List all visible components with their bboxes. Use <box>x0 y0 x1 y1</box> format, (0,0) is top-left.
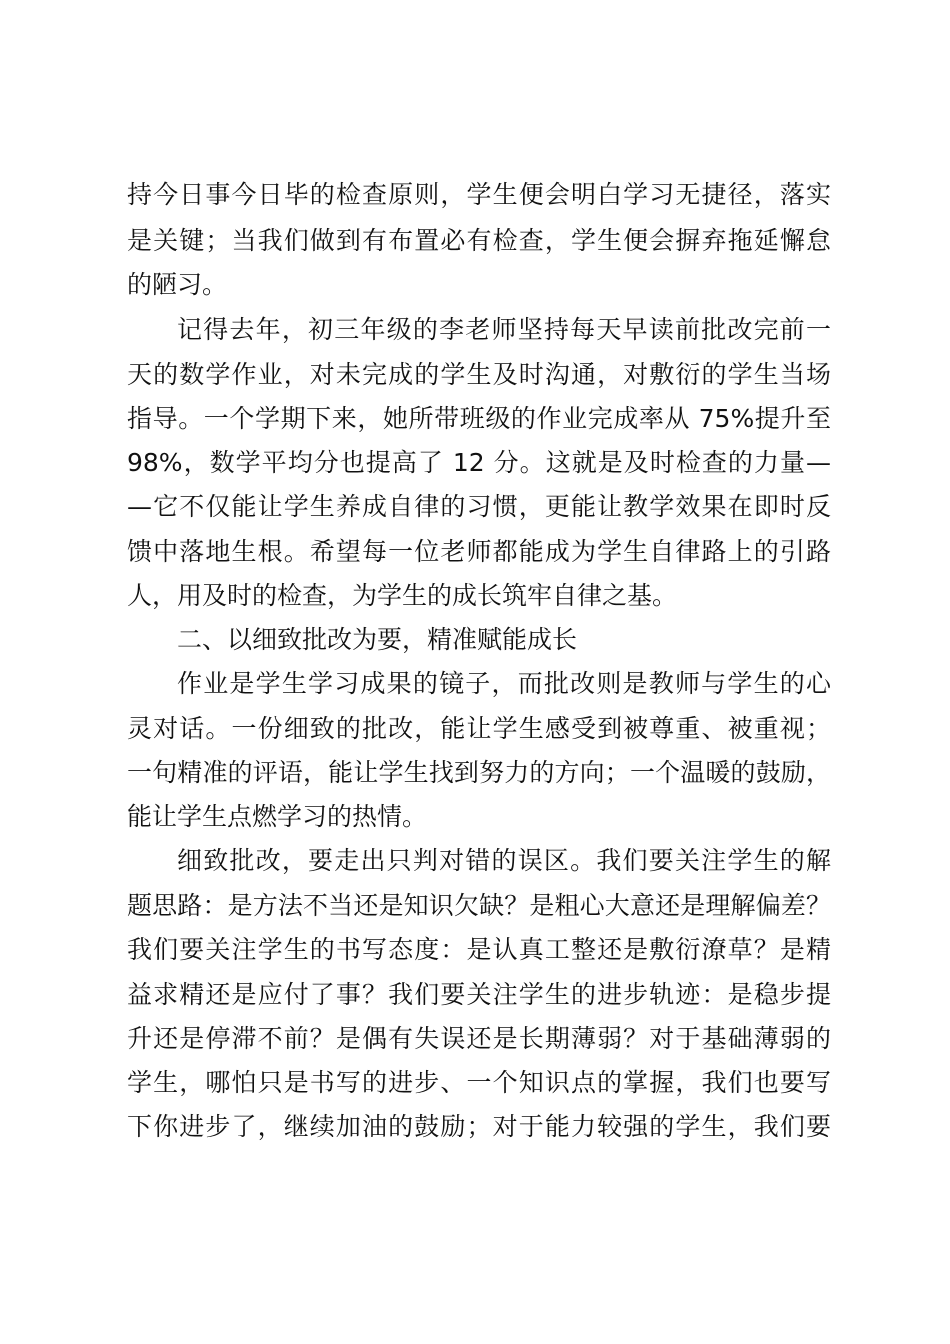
text-line: 作业是学生学习成果的镜子，而批改则是教师与学生的心 <box>177 669 831 698</box>
text-line: 灵对话。一份细致的批改，能让学生感受到被尊重、被重视； <box>127 714 831 743</box>
text-line: 一句精准的评语，能让学生找到努力的方向；一个温暖的鼓励， <box>127 758 831 787</box>
text-line: 题思路：是方法不当还是知识欠缺？是粗心大意还是理解偏差？ <box>127 891 831 920</box>
text-line: 细致批改，要走出只判对错的误区。我们要关注学生的解 <box>177 846 831 875</box>
text-line: 98%，数学平均分也提高了 12 分。这就是及时检查的力量— <box>127 448 831 477</box>
text-line: 升还是停滞不前？是偶有失误还是长期薄弱？对于基础薄弱的 <box>127 1024 831 1053</box>
text-line: 持今日事今日毕的检查原则，学生便会明白学习无捷径，落实 <box>127 180 831 209</box>
text-line: 的陋习。 <box>127 270 228 299</box>
text-line: 学生，哪怕只是书写的进步、一个知识点的掌握，我们也要写 <box>127 1068 831 1097</box>
text-line: 馈中落地生根。希望每一位老师都能成为学生自律路上的引路 <box>127 537 831 566</box>
text-line: 天的数学作业，对未完成的学生及时沟通，对敷衍的学生当场 <box>127 360 831 389</box>
text-line: 是关键；当我们做到有布置必有检查，学生便会摒弃拖延懈怠 <box>127 226 831 255</box>
text-line: 益求精还是应付了事？我们要关注学生的进步轨迹：是稳步提 <box>127 980 831 1009</box>
text-line: 下你进步了，继续加油的鼓励；对于能力较强的学生，我们要 <box>127 1112 831 1141</box>
text-line: 我们要关注学生的书写态度：是认真工整还是敷衍潦草？是精 <box>127 935 831 964</box>
section-heading: 二、以细致批改为要，精准赋能成长 <box>177 625 578 654</box>
text-line: 指导。一个学期下来，她所带班级的作业完成率从 75%提升至 <box>127 404 831 433</box>
text-line: 记得去年，初三年级的李老师坚持每天早读前批改完前一 <box>177 315 831 344</box>
text-line: 能让学生点燃学习的热情。 <box>127 802 428 831</box>
text-line: 人，用及时的检查，为学生的成长筑牢自律之基。 <box>127 581 678 610</box>
text-line: —它不仅能让学生养成自律的习惯，更能让教学效果在即时反 <box>127 492 831 521</box>
